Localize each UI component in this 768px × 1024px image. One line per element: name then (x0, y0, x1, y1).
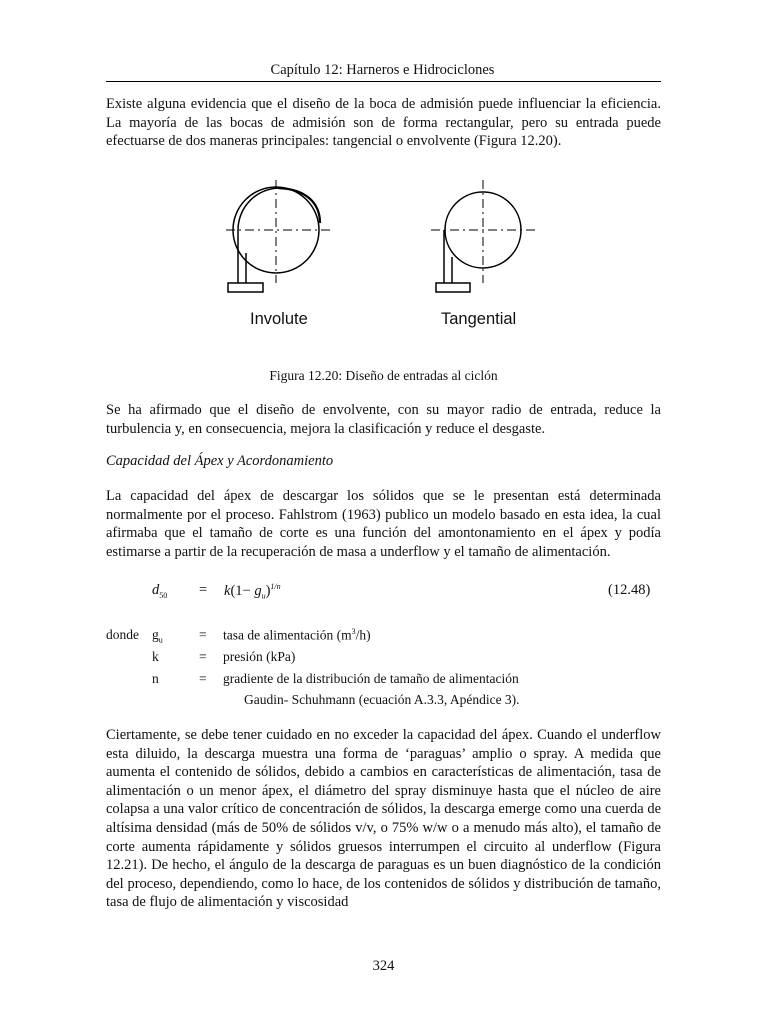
def-text-gu: tasa de alimentación $(m^3/h)$ (223, 627, 371, 643)
paragraph-apex-capacity: La capacidad del ápex de descargar los sólidos que se le presentan está determinada normalmente por el proceso. Fahlstrom (1963) publico un modelo basado en esta idea, la cual afirmaba que el tamaño de corte es una función del amontonamiento en el ápex y podía estimarse a partir de la recuperación de masa a underflow y el tamaño de alimentación. (106, 488, 661, 560)
equation-rhs: $k(1- g_u)^{1/n}$ (224, 582, 281, 601)
def-text-n-cont: Gaudin- Schuhmann (ecuación A.3.3, Apéndice 3). (244, 692, 520, 707)
def-equals: = (199, 649, 207, 664)
def-text-k: presión (kPa) (223, 649, 296, 664)
page-number: 324 (372, 958, 395, 974)
def-text-n: gradiente de la distribución de tamaño de alimentación (223, 671, 519, 686)
section-subheading: Capacidad del Ápex y Acordonamiento (106, 453, 334, 469)
def-equals: = (199, 671, 207, 686)
paragraph-envolvente: Se ha afirmado que el diseño de envolvente, con su mayor radio de entrada, reduce la turbulencia y, en consecuencia, mejora la clasificación y reduce el desgaste. (106, 402, 661, 437)
def-symbol-k: k (152, 649, 159, 664)
tangential-diagram (431, 180, 536, 292)
inlet-diagrams (106, 175, 661, 340)
equation-equals: = (199, 582, 208, 598)
involute-diagram (226, 180, 334, 292)
figure-caption: Figura 12.20: Diseño de entradas al ciclón (269, 368, 498, 383)
chapter-header: Capítulo 12: Harneros e Hidrociclones (270, 62, 495, 78)
header-rule (106, 81, 661, 82)
paragraph-intro: Existe alguna evidencia que el diseño de la boca de admisión puede influenciar la eficiencia. La mayoría de las bocas de admisión son de forma rectangular, pero su entrada puede efectuarse de dos maneras principales: tangencial o envolvente (Figura 12.20). (106, 96, 661, 150)
paragraph-apex-caution: Ciertamente, se debe tener cuidado en no exceder la capacidad del ápex. Cuando el underflow esta diluido, la descarga muestra una forma de ‘paraguas’ amplio o spray. A medida que aumenta el contenido de sólidos, debido a cambios en características de alimentación, tasa de alimentación o un menor ápex, el diámetro del spray disminuye hasta que el núcleo de aire colapsa a una valor crítico de concentración de sólidos, la descarga emerge como una cuerda de altísima densidad (más de 50% de sólidos v/v, o 75% w/w o a menudo más alto), el tamaño de corte aumenta rápidamente y sólidos gruesos interrumpen el circuito al underflow (Figura 12.21). De hecho, el ángulo de la descarga de paraguas es un buen diagnóstico de la condición del proceso, dependiendo, como lo hace, de los contenidos de sólidos y distribución de tamaño, tasa de flujo de alimentación y viscosidad (106, 727, 661, 911)
definitions-donde: donde (106, 627, 139, 642)
def-symbol-gu: $g_u$ (152, 627, 163, 645)
def-symbol-n: n (152, 671, 159, 686)
def-equals: = (199, 627, 207, 642)
inlet-design-figure (106, 175, 661, 340)
tangential-label: Tangential (441, 310, 517, 328)
involute-label: Involute (250, 310, 308, 328)
equation-lhs: $d_{50}$ (152, 582, 168, 600)
equation-number: (12.48) (608, 582, 651, 598)
